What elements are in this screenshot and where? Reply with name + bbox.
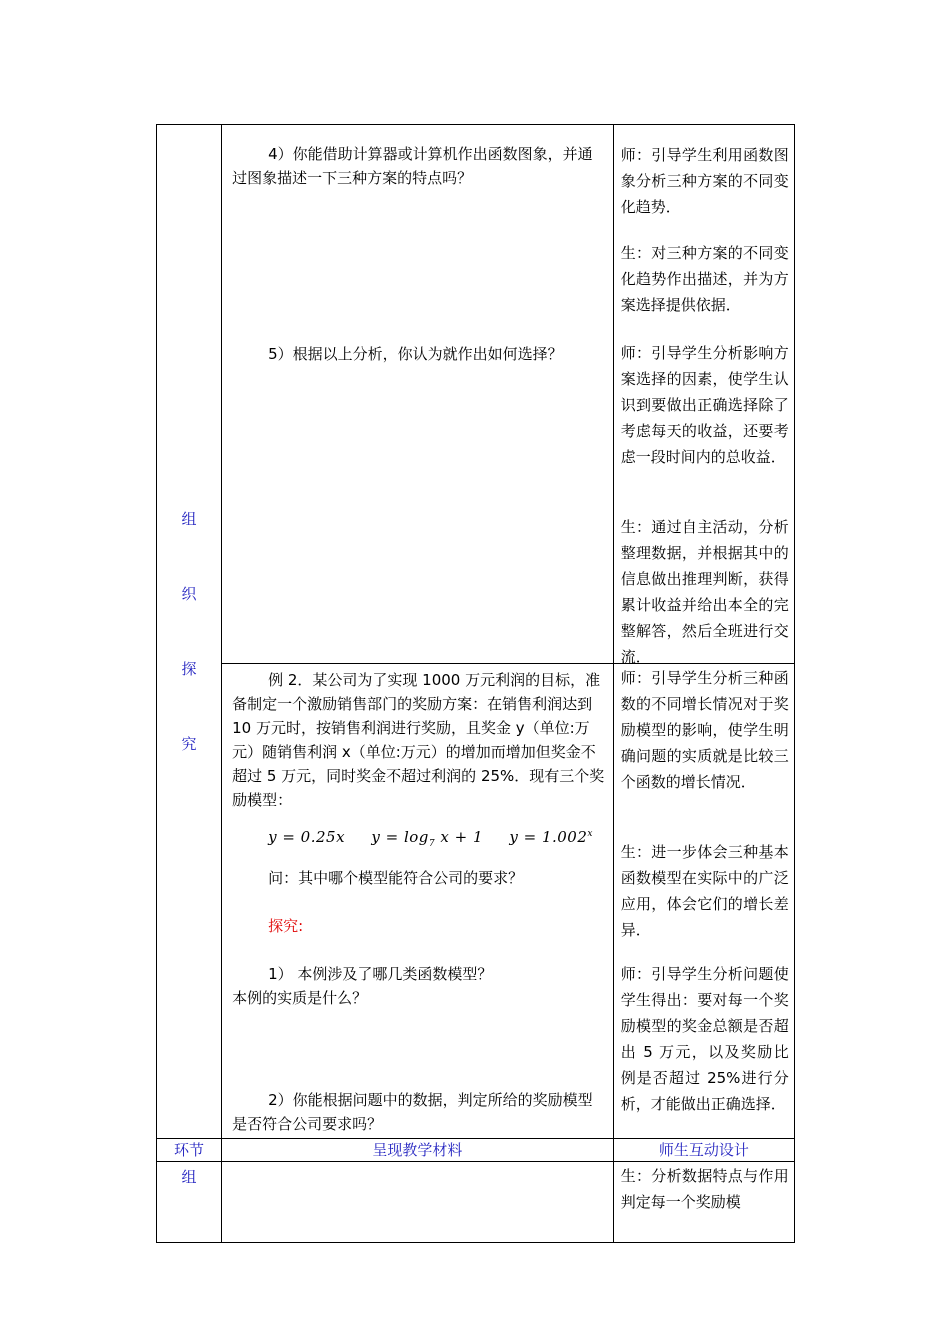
material-cell <box>222 125 614 664</box>
teacher-note: 师：引导学生分析三种函数的不同增长情况对于奖励模型的影响，使学生明确问题的实质就是比较三个函数的增长情况． <box>620 669 789 791</box>
student-note: 生：进一步体会三种基本函数模型在实际中的广泛应用，体会它们的增长差异． <box>620 843 789 939</box>
stage-cell <box>157 125 222 1139</box>
teacher-note: 师：引导学生利用函数图象分析三种方案的不同变化趋势． <box>620 146 789 216</box>
material-cell <box>222 664 614 1139</box>
table-row <box>157 664 795 1139</box>
formula-3: $y = 1.002^x$ <box>509 828 593 846</box>
header-row <box>157 1139 795 1162</box>
explore-question-1: 1） 本例涉及了哪几类函数模型？ <box>268 965 493 983</box>
header-cell: 师生互动设计 <box>613 1139 794 1162</box>
student-note: 生：分析数据特点与作用判定每一个奖励模 <box>620 1167 789 1211</box>
interaction-cell <box>613 664 794 1139</box>
example-2-text: 例 2．某公司为了实现 1000 万元利润的目标，准备制定一个激励销售部门的奖励方案：在销售利润达到 10 万元时，按销售利润进行奖励，且奖金 y（单位:万元）随销售利润 x（单位:万元）的增加而增加但奖金不超过 5 万元，同时奖金不超过利润的 25%．现有三个奖励模型： <box>232 671 605 809</box>
model-formulas <box>268 828 593 849</box>
interaction-cell <box>613 125 794 664</box>
formula-2: $y = \log_7 x + 1$ <box>371 828 484 849</box>
example-question: 问：其中哪个模型能符合公司的要求？ <box>268 869 524 887</box>
table-row <box>157 125 795 664</box>
stage-cell <box>157 1162 222 1243</box>
stage-char: 探 <box>181 660 197 678</box>
explore-question-1-follow: 本例的实质是什么？ <box>232 989 368 1007</box>
student-note: 生：对三种方案的不同变化趋势作出描述，并为方案选择提供依据． <box>620 244 789 314</box>
explore-heading: 探究: <box>268 917 304 935</box>
stage-char: 究 <box>181 735 197 753</box>
header-cell: 环节 <box>157 1139 222 1162</box>
explore-question-2: 2）你能根据问题中的数据，判定所给的奖励模型是否符合公司要求吗？ <box>232 1091 593 1133</box>
student-note: 生：通过自主活动，分析整理数据，并根据其中的信息做出推理判断，获得累计收益并给出本全的完整解答，然后全班进行交流． <box>620 518 789 666</box>
teacher-note: 师：引导学生分析影响方案选择的因素，使学生认识到要做出正确选择除了考虑每天的收益，还要考虑一段时间内的总收益． <box>620 344 789 466</box>
table-row <box>157 1162 795 1243</box>
interaction-cell <box>613 1162 794 1243</box>
material-cell <box>222 1162 614 1243</box>
stage-char: 组 <box>181 510 197 528</box>
formula-1: y = 0.25x <box>268 828 346 846</box>
question-4: 4）你能借助计算器或计算机作出函数图象，并通过图象描述一下三种方案的特点吗？ <box>232 145 593 187</box>
lesson-plan-table <box>156 124 795 1243</box>
stage-char: 织 <box>181 585 197 603</box>
stage-char: 组 <box>181 1168 197 1186</box>
teacher-note: 师：引导学生分析问题使学生得出：要对每一个奖励模型的奖金总额是否超出 5 万元，以及奖励比例是否超过 25%进行分析，才能做出正确选择． <box>620 965 789 1113</box>
header-cell: 呈现教学材料 <box>222 1139 614 1162</box>
question-5: 5）根据以上分析，你认为就作出如何选择？ <box>268 345 563 363</box>
stage-label <box>157 508 221 808</box>
